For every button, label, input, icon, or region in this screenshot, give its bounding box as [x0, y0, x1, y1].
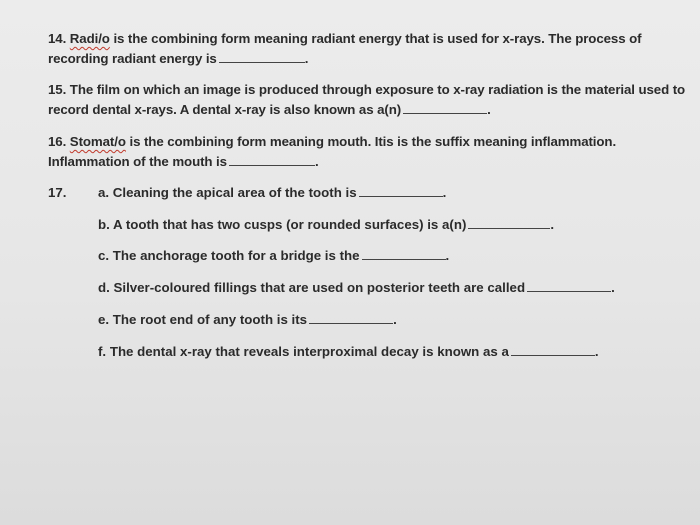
- question-16-period: .: [314, 154, 319, 169]
- question-17d-text: d. Silver-coloured fillings that are used on posterior teeth are called: [98, 280, 526, 295]
- question-14-prompt: recording radiant energy is: [48, 51, 217, 66]
- question-14-text: is the combining form meaning radiant energy that is used for x-rays. The process of: [113, 31, 642, 46]
- question-17b-answer-blank[interactable]: [468, 216, 550, 229]
- question-17f-answer-blank[interactable]: [511, 343, 595, 356]
- question-17d: [98, 278, 615, 297]
- question-16-term: Stomat/o: [69, 134, 126, 149]
- question-14-number: 14.: [48, 31, 67, 46]
- question-15-period: .: [487, 102, 491, 117]
- question-15-number: 15.: [48, 82, 67, 97]
- question-16-prompt: Inflammation of the mouth is: [48, 154, 227, 169]
- question-16-answer-blank[interactable]: [229, 153, 315, 166]
- question-17e-text: e. The root end of any tooth is its: [98, 312, 308, 327]
- question-14-line-1: [48, 29, 641, 48]
- question-16-line-1: [48, 132, 616, 151]
- question-15-line-1: [48, 80, 685, 99]
- question-17a: [98, 183, 446, 202]
- question-17f-period: .: [594, 344, 599, 359]
- question-14-period: .: [304, 51, 309, 66]
- question-17e-period: .: [393, 312, 397, 327]
- question-15-prompt: record dental x-rays. A dental x-ray is also known as a(n): [48, 102, 402, 117]
- question-17f-text: f. The dental x-ray that reveals interproximal decay is known as a: [98, 344, 509, 359]
- question-17c-text: c. The anchorage tooth for a bridge is the: [98, 248, 360, 263]
- question-17d-answer-blank[interactable]: [527, 279, 611, 292]
- question-17a-text: a. Cleaning the apical area of the tooth is: [98, 185, 357, 200]
- question-17b-text: b. A tooth that has two cusps (or rounded surfaces) is a(n): [98, 217, 467, 232]
- question-17a-period: .: [442, 185, 447, 200]
- question-17c-period: .: [445, 248, 450, 263]
- question-17c: [98, 246, 449, 265]
- question-17b-period: .: [550, 217, 555, 232]
- question-17b: [98, 215, 554, 234]
- question-17a-answer-blank[interactable]: [359, 184, 443, 197]
- question-17-number: 17.: [48, 185, 67, 200]
- question-17f: [98, 342, 599, 361]
- question-14-term: Radi/o: [69, 31, 110, 46]
- question-15-answer-blank[interactable]: [403, 101, 487, 114]
- question-17d-period: .: [611, 280, 615, 295]
- question-16-text: is the combining form meaning mouth. Itis is the suffix meaning inflammation.: [129, 134, 617, 149]
- question-15-text: The film on which an image is produced through exposure to x-ray radiation is the material used to: [69, 82, 686, 97]
- question-15-line-2: [48, 100, 491, 119]
- question-14-answer-blank[interactable]: [219, 50, 305, 63]
- question-14-line-2: [48, 49, 308, 68]
- question-16-line-2: [48, 152, 319, 171]
- question-17e: [98, 310, 397, 329]
- question-17c-answer-blank[interactable]: [362, 247, 446, 260]
- question-17e-answer-blank[interactable]: [309, 311, 393, 324]
- question-16-number: 16.: [48, 134, 67, 149]
